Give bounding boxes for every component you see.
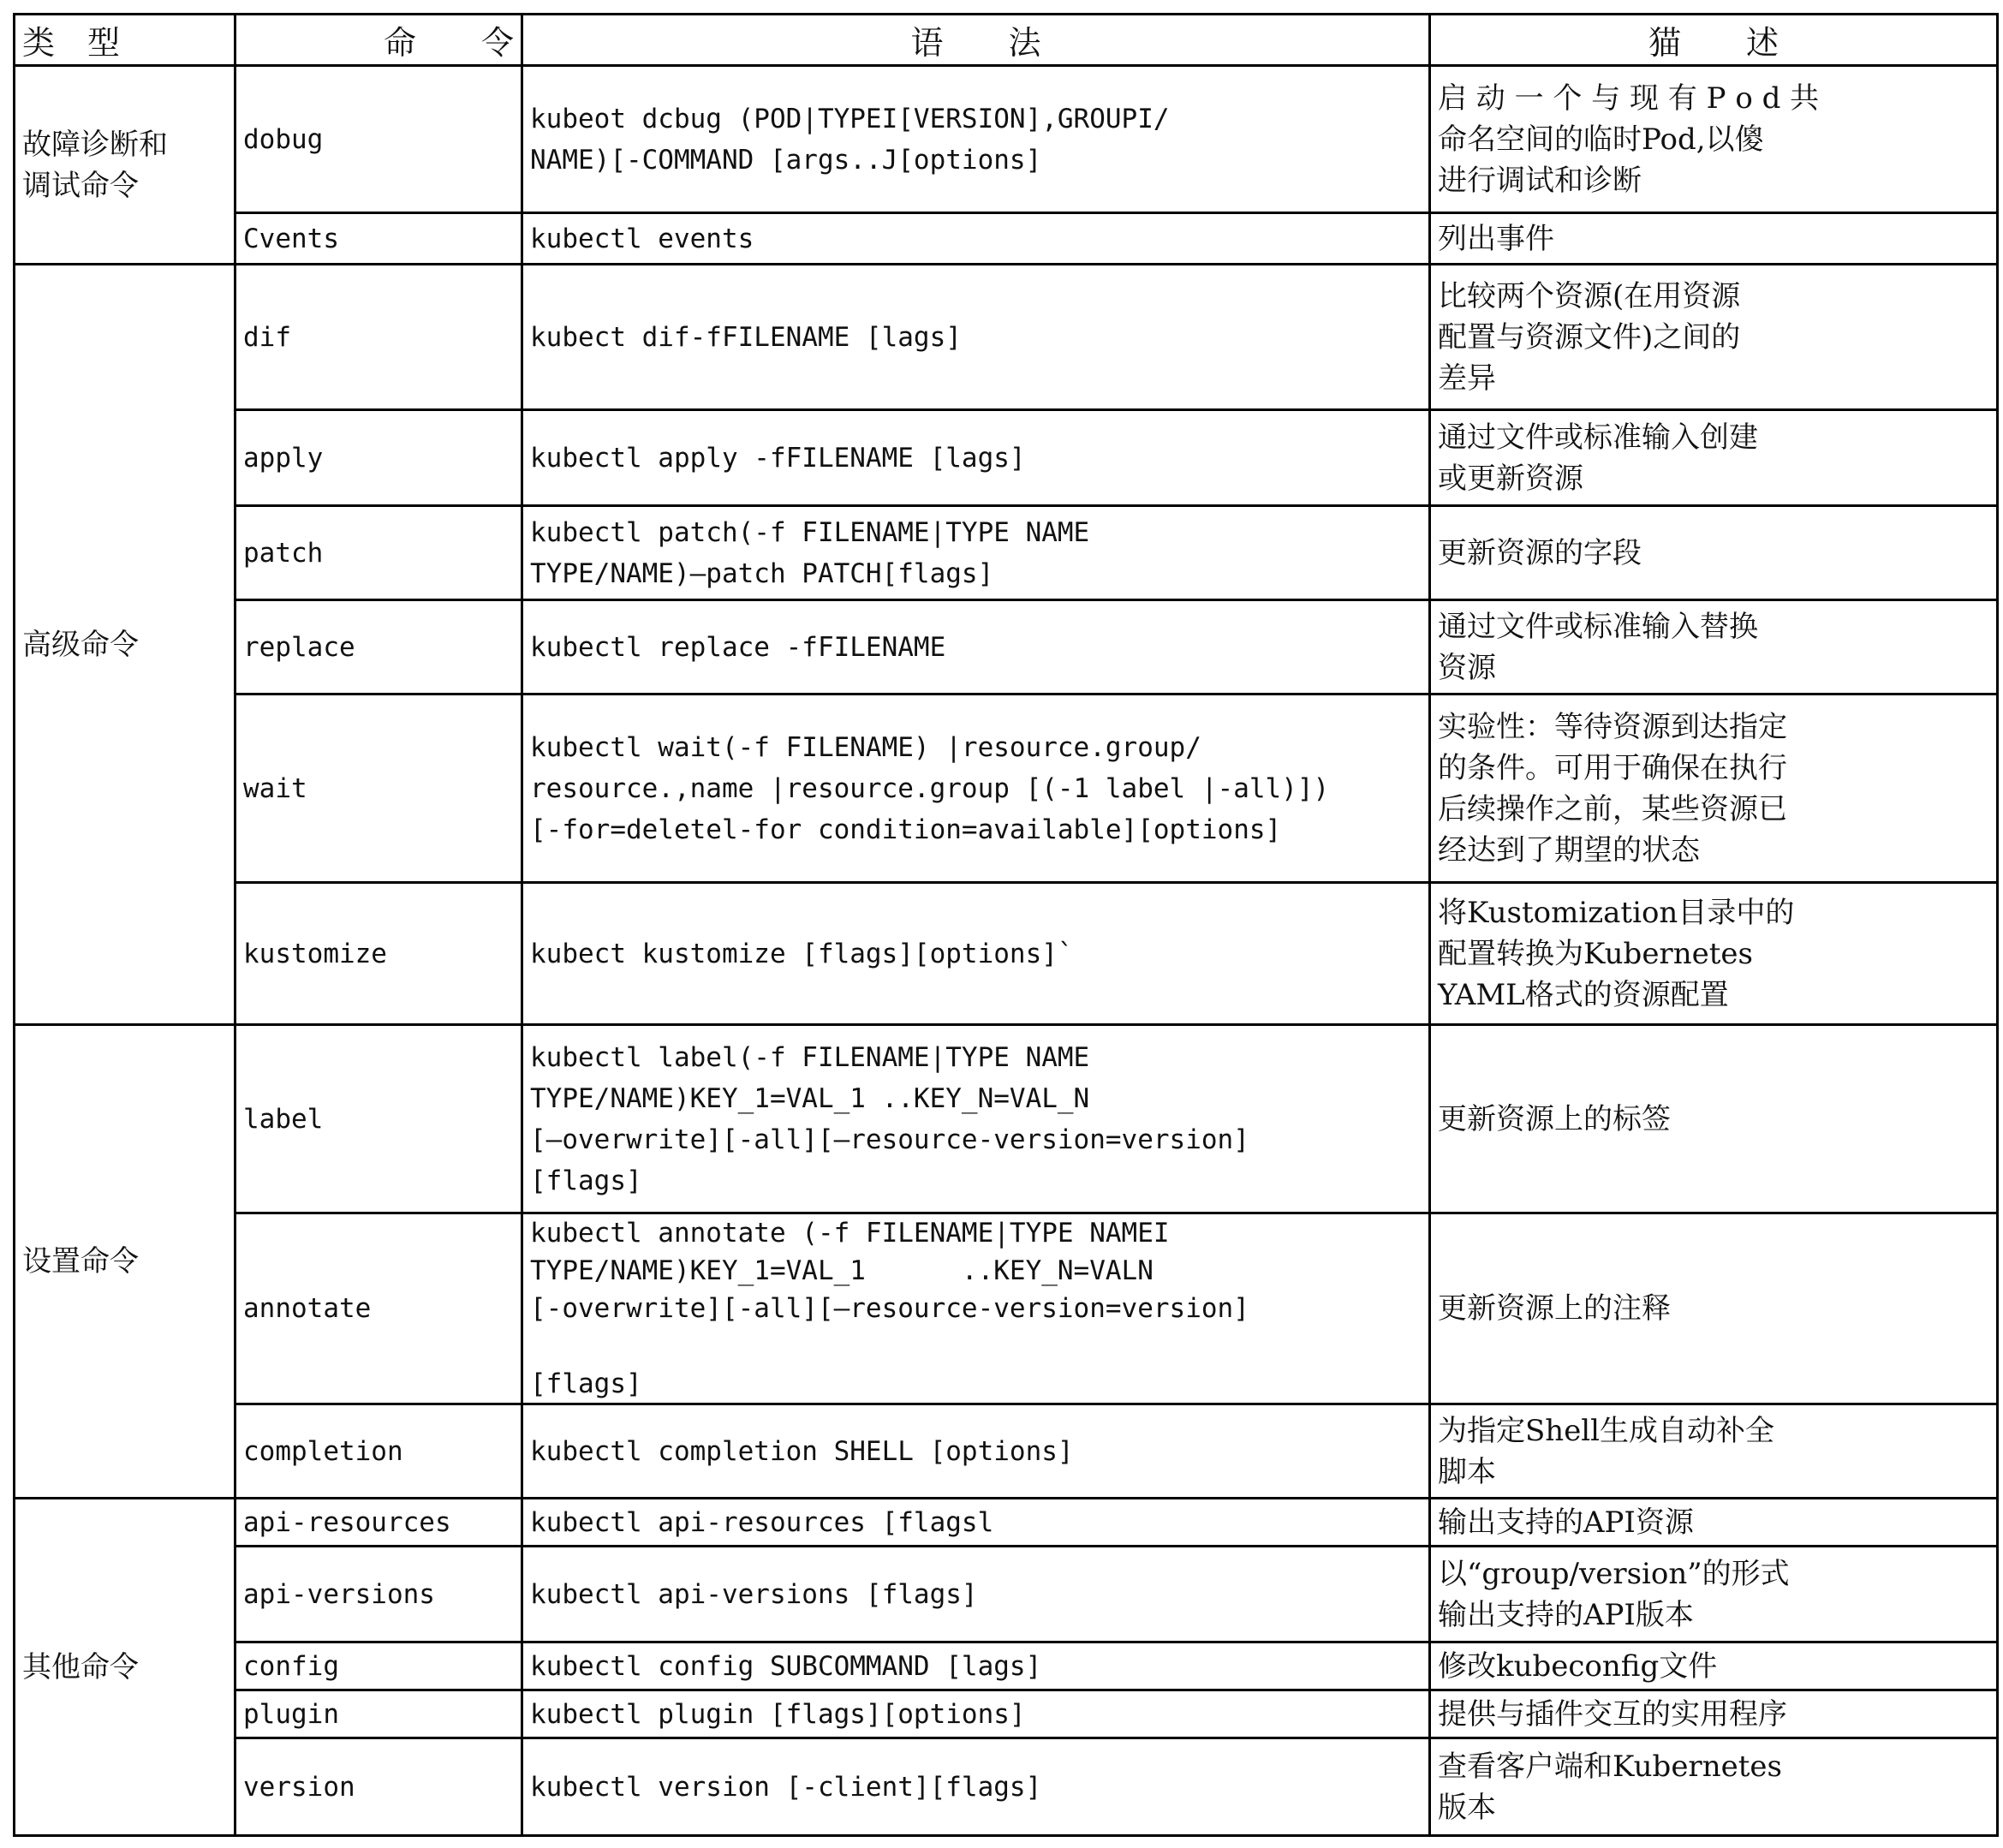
description-cell: 通过文件或标准输入替换 资源 xyxy=(1430,600,1998,694)
header-description: 猫 述 xyxy=(1430,15,1998,66)
syntax-cell: kubect dif-fFILENAME [lags] xyxy=(522,265,1430,410)
syntax-cell: kubectl annotate (-f FILENAME|TYPE NAMEI TYPE/NAME)KEY_1=VAL_1 ..KEY_N=VALN [-overwrite][-all][—resource-version=version] [flags] xyxy=(522,1213,1430,1404)
description-cell: 更新资源上的注释 xyxy=(1430,1213,1998,1404)
table-row xyxy=(15,600,1998,694)
command-cell: wait xyxy=(235,694,522,883)
syntax-cell: kubectl replace -fFILENAME xyxy=(522,600,1430,694)
table-row xyxy=(15,213,1998,265)
description-cell: 列出事件 xyxy=(1430,213,1998,265)
description-cell: 修改kubeconfig文件 xyxy=(1430,1642,1998,1690)
table-row xyxy=(15,506,1998,600)
description-cell: 将Kustomization目录中的 配置转换为Kubernetes YAML格式的资源配置 xyxy=(1430,883,1998,1025)
syntax-cell: kubectl api-resources [flagsl xyxy=(522,1499,1430,1547)
command-cell: version xyxy=(235,1738,522,1836)
command-cell: patch xyxy=(235,506,522,600)
table-row xyxy=(15,1213,1998,1404)
description-cell: 更新资源上的标签 xyxy=(1430,1025,1998,1213)
table-row xyxy=(15,1025,1998,1213)
table-row xyxy=(15,1642,1998,1690)
group-other: 其他命令 xyxy=(15,1499,235,1836)
header-command: 命 令 xyxy=(235,15,522,66)
command-cell: plugin xyxy=(235,1690,522,1738)
description-cell: 比较两个资源(在用资源 配置与资源文件)之间的 差异 xyxy=(1430,265,1998,410)
table-row xyxy=(15,66,1998,213)
table-row xyxy=(15,265,1998,410)
command-cell: Cvents xyxy=(235,213,522,265)
command-cell: config xyxy=(235,1642,522,1690)
command-cell: kustomize xyxy=(235,883,522,1025)
description-cell: 提供与插件交互的实用程序 xyxy=(1430,1690,1998,1738)
syntax-cell: kubectl events xyxy=(522,213,1430,265)
description-cell: 启 动 一 个 与 现 有 P o d 共 命名空间的临时Pod,以傻 进行调试和诊断 xyxy=(1430,66,1998,213)
command-cell: dobug xyxy=(235,66,522,213)
header-syntax: 语 法 xyxy=(522,15,1430,66)
group-diagnostics: 故障诊断和 调试命令 xyxy=(15,66,235,265)
table-row xyxy=(15,410,1998,506)
command-cell: api-resources xyxy=(235,1499,522,1547)
syntax-cell: kubectl apply -fFILENAME [lags] xyxy=(522,410,1430,506)
header-type: 类 型 xyxy=(15,15,235,66)
command-cell: api-versions xyxy=(235,1547,522,1642)
description-cell: 通过文件或标准输入创建 或更新资源 xyxy=(1430,410,1998,506)
syntax-cell: kubectl plugin [flags][options] xyxy=(522,1690,1430,1738)
table-row xyxy=(15,1547,1998,1642)
description-cell: 实验性：等待资源到达指定 的条件。可用于确保在执行 后续操作之前，某些资源已 经达到了期望的状态 xyxy=(1430,694,1998,883)
syntax-cell: kubectl api-versions [flags] xyxy=(522,1547,1430,1642)
header-row xyxy=(15,15,1998,66)
command-cell: replace xyxy=(235,600,522,694)
table-row xyxy=(15,1690,1998,1738)
description-cell: 为指定Shell生成自动补全 脚本 xyxy=(1430,1404,1998,1499)
command-cell: label xyxy=(235,1025,522,1213)
syntax-cell: kubeot dcbug (POD|TYPEI[VERSION],GROUPI/ NAME)[-COMMAND [args..J[options] xyxy=(522,66,1430,213)
syntax-cell: kubect kustomize [flags][options]` xyxy=(522,883,1430,1025)
table-row xyxy=(15,1499,1998,1547)
syntax-cell: kubectl config SUBCOMMAND [lags] xyxy=(522,1642,1430,1690)
command-cell: annotate xyxy=(235,1213,522,1404)
syntax-cell: kubectl wait(-f FILENAME) |resource.group/ resource.,name |resource.group [(-1 label |-all)]) [-for=deletel-for condition=available][options] xyxy=(522,694,1430,883)
description-cell: 输出支持的API资源 xyxy=(1430,1499,1998,1547)
command-cell: completion xyxy=(235,1404,522,1499)
syntax-cell: kubectl patch(-f FILENAME|TYPE NAME TYPE/NAME)—patch PATCH[flags] xyxy=(522,506,1430,600)
description-cell: 以“group/version”的形式 输出支持的API版本 xyxy=(1430,1547,1998,1642)
syntax-cell: kubectl completion SHELL [options] xyxy=(522,1404,1430,1499)
table-row xyxy=(15,883,1998,1025)
table-row xyxy=(15,694,1998,883)
description-cell: 查看客户端和Kubernetes 版本 xyxy=(1430,1738,1998,1836)
group-advanced: 高级命令 xyxy=(15,265,235,1025)
command-cell: apply xyxy=(235,410,522,506)
table-row xyxy=(15,1738,1998,1836)
syntax-cell: kubectl version [-client][flags] xyxy=(522,1738,1430,1836)
description-cell: 更新资源的字段 xyxy=(1430,506,1998,600)
group-settings: 设置命令 xyxy=(15,1025,235,1499)
syntax-cell: kubectl label(-f FILENAME|TYPE NAME TYPE/NAME)KEY_1=VAL_1 ..KEY_N=VAL_N [—overwrite][-all][—resource-version=version] [flags] xyxy=(522,1025,1430,1213)
kubectl-command-table xyxy=(13,13,1999,1837)
command-cell: dif xyxy=(235,265,522,410)
table-row xyxy=(15,1404,1998,1499)
